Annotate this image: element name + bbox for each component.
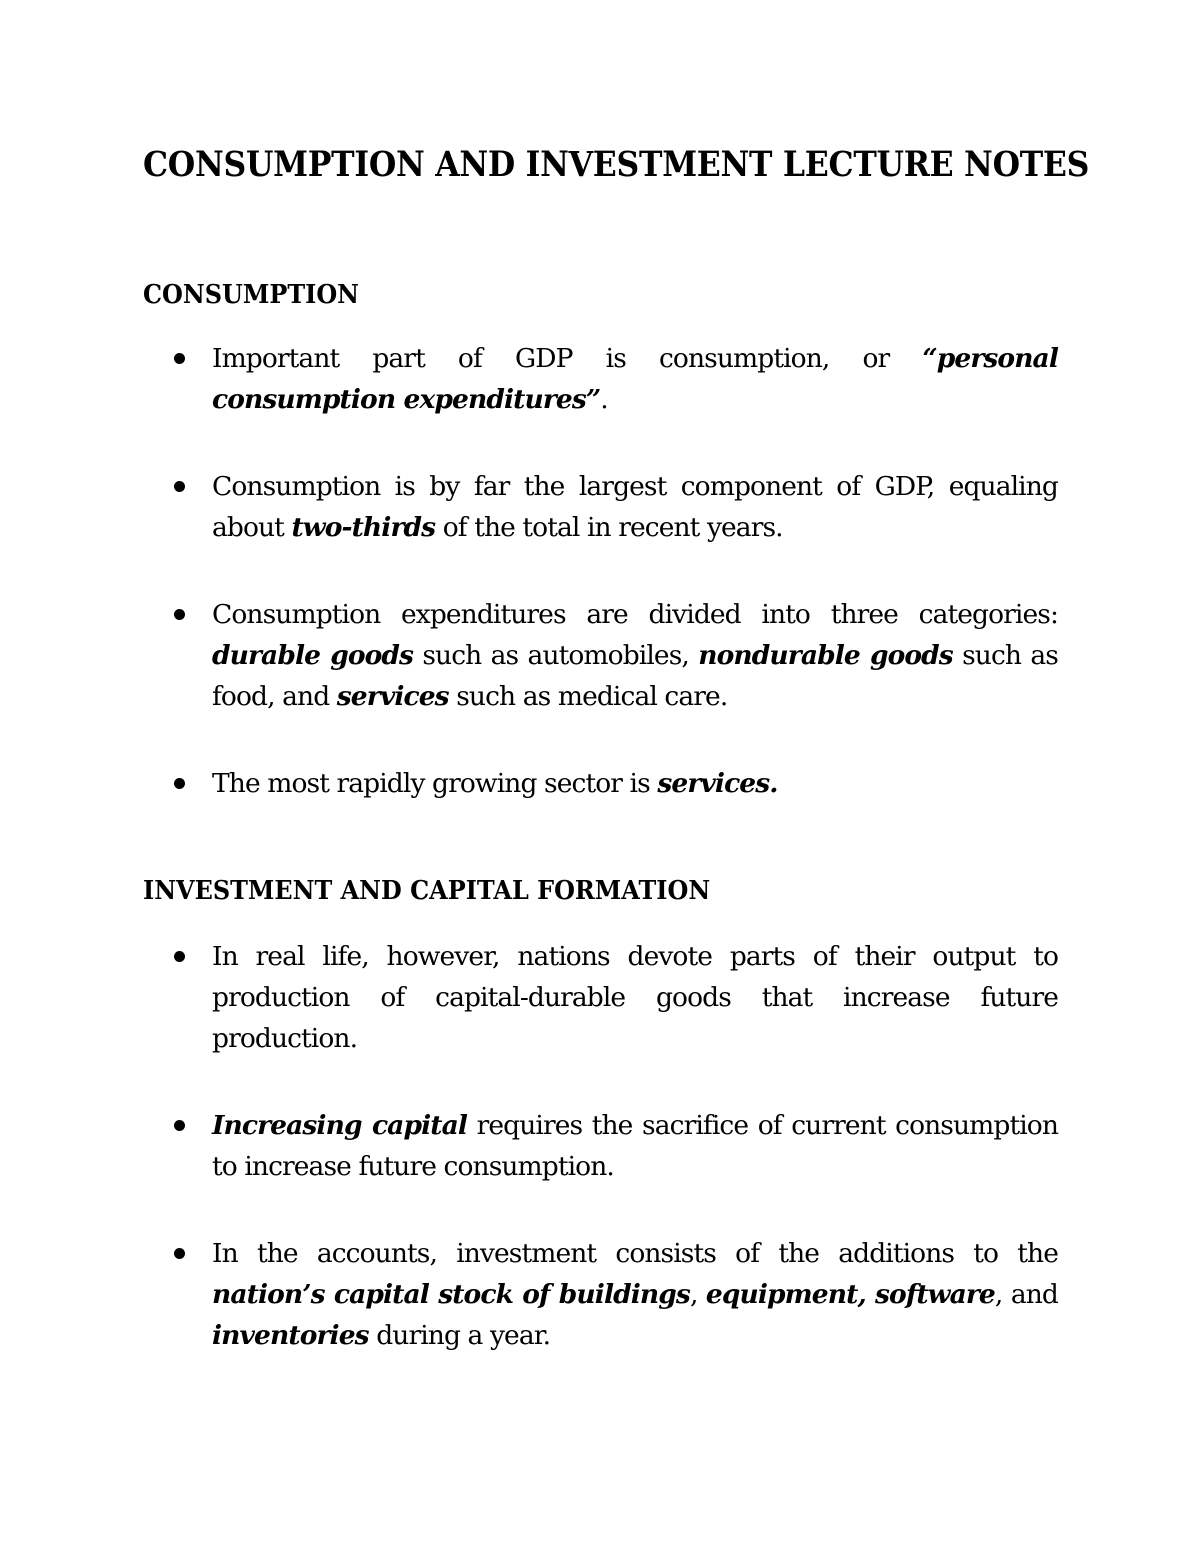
text-segment: Important part of GDP is consumption, or xyxy=(212,343,923,374)
bullet-dot-icon xyxy=(174,481,185,492)
list-item xyxy=(143,466,1058,548)
text-segment: such as automobiles, xyxy=(413,640,699,671)
emphasis-segment: nation’s capital stock of buildings xyxy=(212,1279,690,1310)
investment-bullet-list xyxy=(143,936,1058,1356)
text-segment: Consumption is by far the largest component of GDP, equaling about xyxy=(212,471,1058,543)
bullet-text xyxy=(212,594,1058,717)
bullet-text xyxy=(212,1233,1058,1356)
list-item xyxy=(143,1233,1058,1356)
text-segment: , xyxy=(689,1279,706,1310)
emphasis-segment: services. xyxy=(657,768,778,799)
emphasis-segment: equipment, software xyxy=(705,1279,995,1310)
text-segment: In the accounts, investment consists of the additions to the xyxy=(212,1238,1058,1269)
bullet-dot-icon xyxy=(174,1120,185,1131)
emphasis-segment: durable goods xyxy=(212,640,414,671)
emphasis-segment: “personal consumption expenditures” xyxy=(212,343,1058,415)
document-title: CONSUMPTION AND INVESTMENT LECTURE NOTES xyxy=(143,144,1090,185)
text-segment: , and xyxy=(994,1279,1058,1310)
list-item xyxy=(143,936,1058,1059)
emphasis-segment: two-thirds xyxy=(291,512,436,543)
section-heading-investment: INVESTMENT AND CAPITAL FORMATION xyxy=(143,876,711,906)
text-segment: Consumption expenditures are divided into three categories: xyxy=(212,599,1058,630)
text-segment: The most rapidly growing sector is xyxy=(212,768,658,799)
list-item xyxy=(143,338,1058,420)
bullet-text xyxy=(212,338,1058,420)
bullet-text xyxy=(212,1105,1058,1187)
text-segment: of the total in recent years. xyxy=(435,512,783,543)
bullet-dot-icon xyxy=(174,353,185,364)
text-segment: requires the sacrifice of current consumption to increase future consumption. xyxy=(212,1110,1058,1182)
bullet-text xyxy=(212,466,1058,548)
bullet-dot-icon xyxy=(174,778,185,789)
emphasis-segment: nondurable goods xyxy=(698,640,953,671)
list-item xyxy=(143,594,1058,717)
text-segment: such as medical care. xyxy=(448,681,728,712)
emphasis-segment: services xyxy=(336,681,449,712)
bullet-dot-icon xyxy=(174,951,185,962)
consumption-bullet-list xyxy=(143,338,1058,804)
bullet-dot-icon xyxy=(174,1248,185,1259)
text-segment: In real life, however, nations devote parts of their output to production of capital-durable goods that increase future production. xyxy=(212,941,1058,1054)
list-item xyxy=(143,1105,1058,1187)
bullet-dot-icon xyxy=(174,609,185,620)
section-heading-consumption: CONSUMPTION xyxy=(143,280,360,310)
emphasis-segment: inventories xyxy=(212,1320,369,1351)
text-segment: during a year. xyxy=(368,1320,551,1351)
list-item xyxy=(143,763,1058,804)
bullet-text xyxy=(212,763,1058,804)
bullet-text xyxy=(212,936,1058,1059)
text-segment: such as food, and xyxy=(212,640,1058,712)
text-segment: . xyxy=(600,384,608,415)
emphasis-segment: Increasing capital xyxy=(212,1110,468,1141)
